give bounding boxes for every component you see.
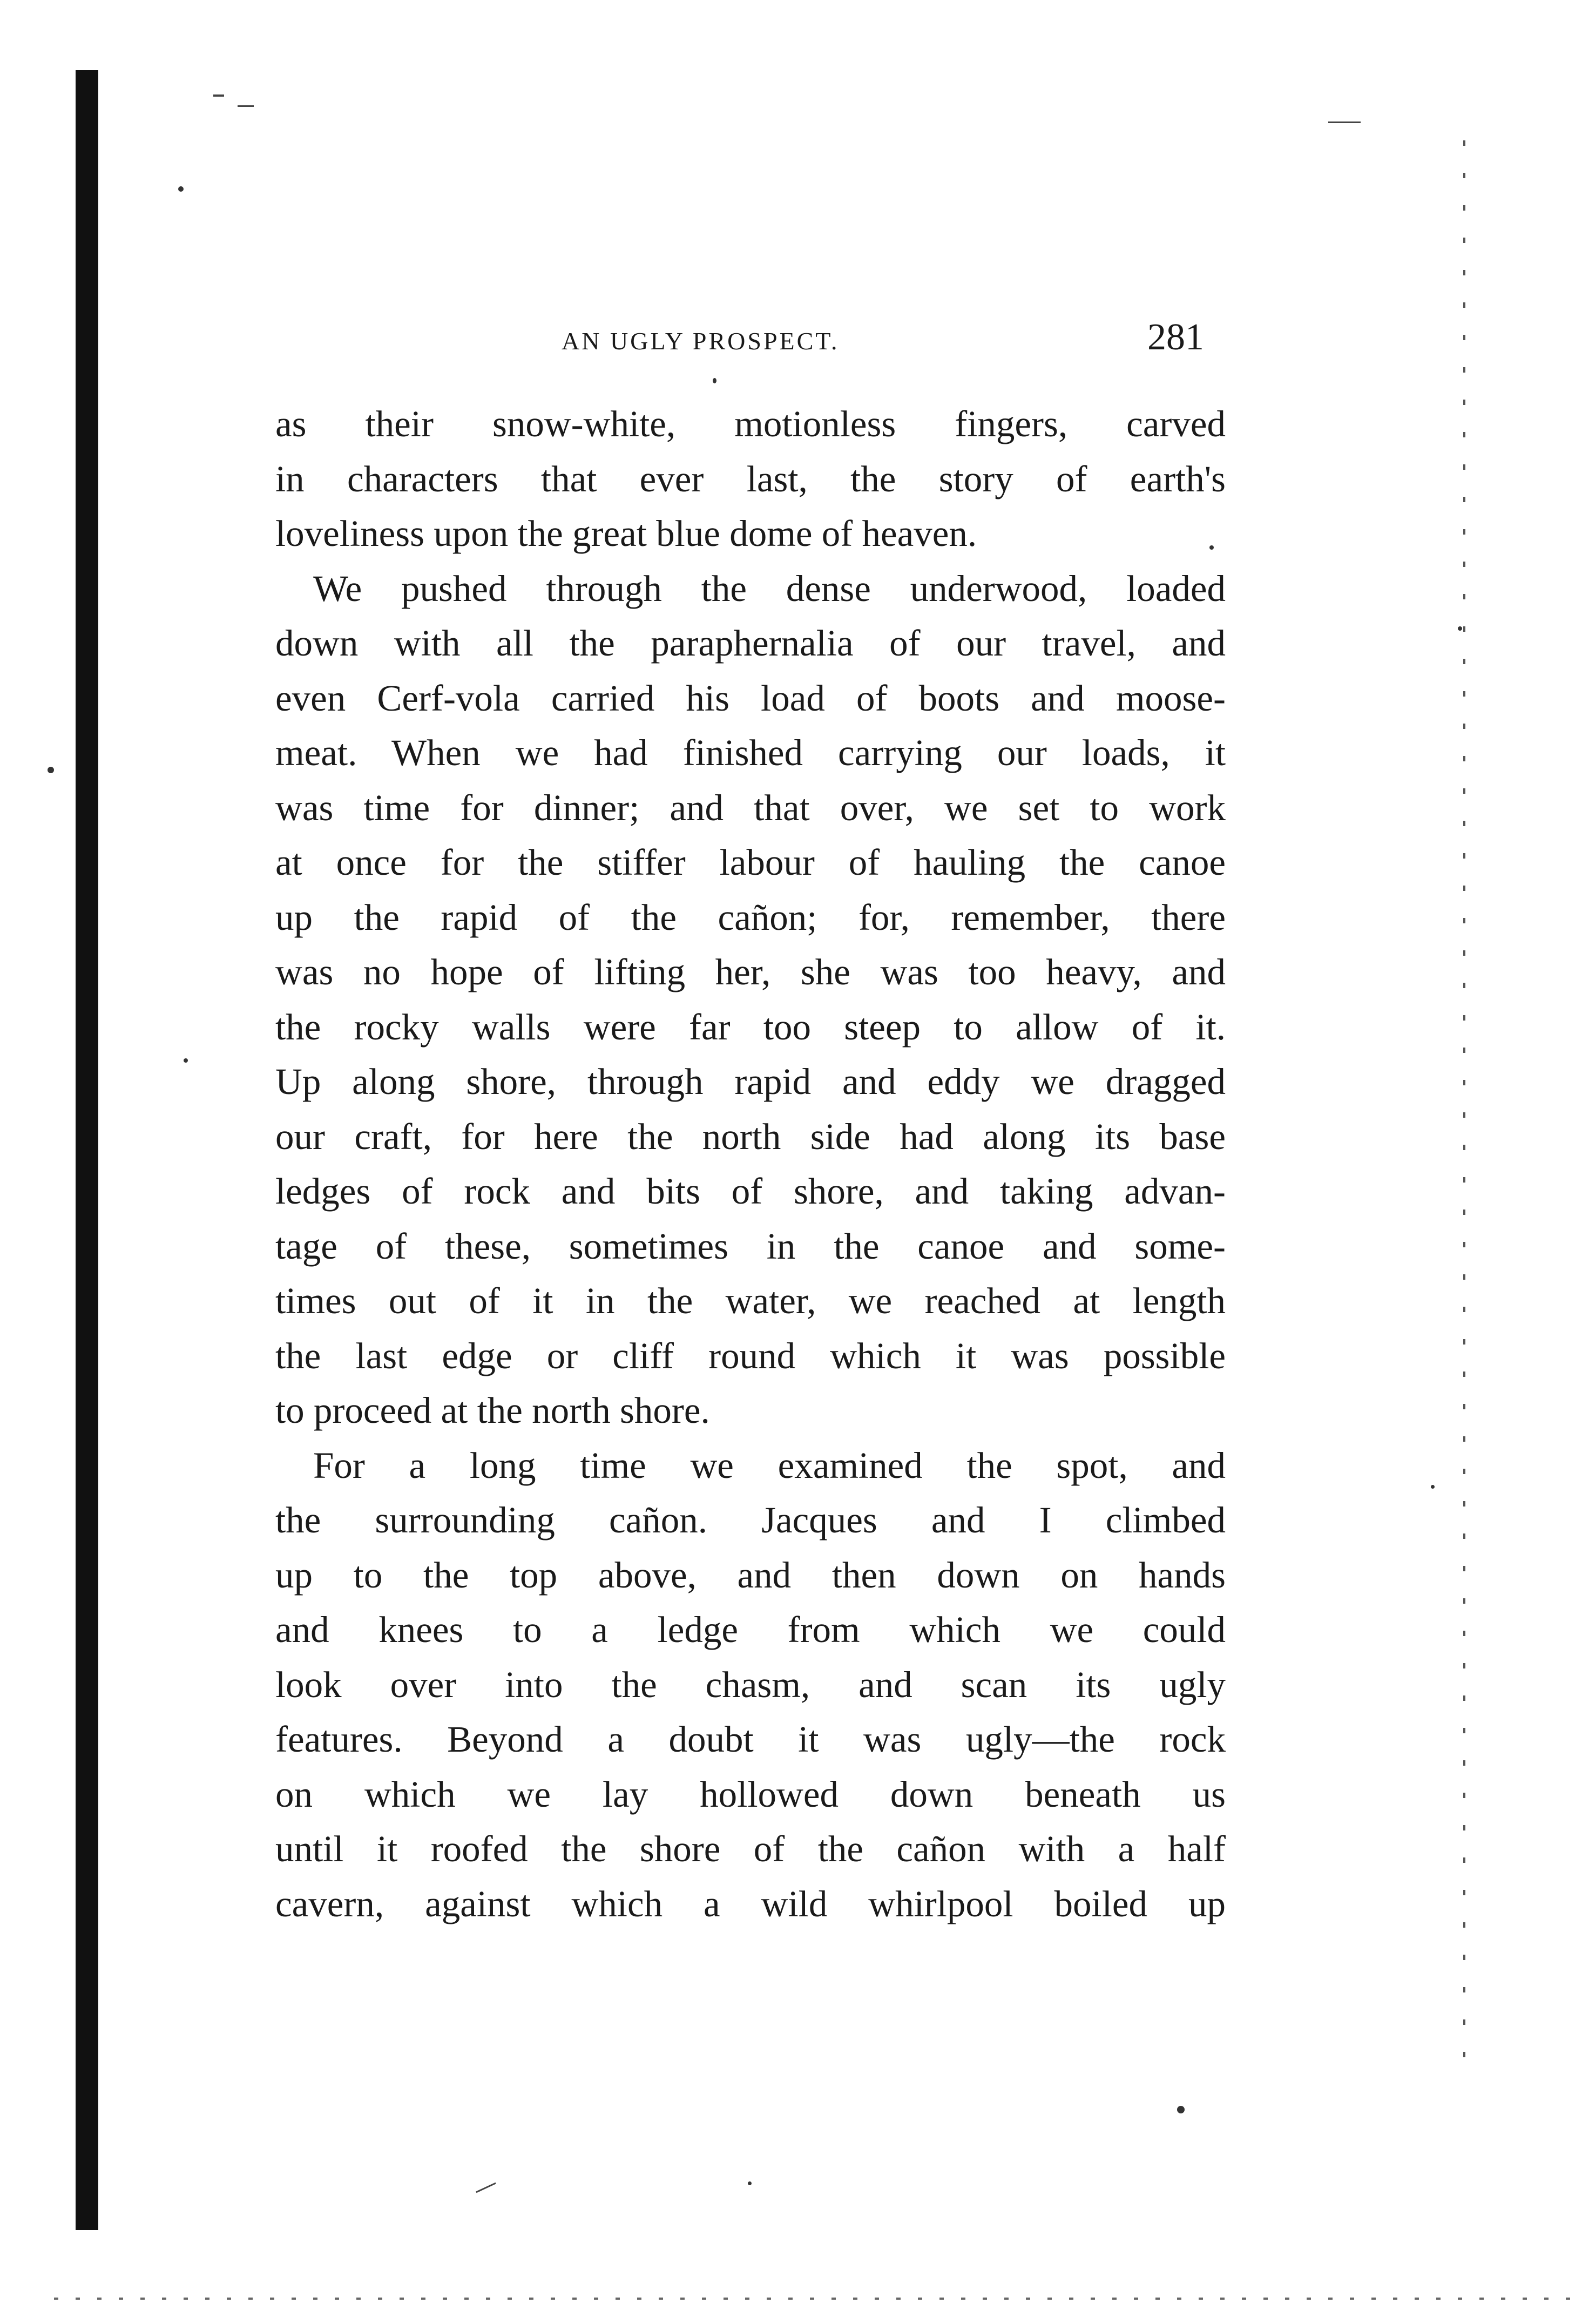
scan-mark: [54, 2298, 1577, 2300]
text-line: times out of it in the water, we reached at length: [275, 1280, 1226, 1321]
text-line: Up along shore, through rapid and eddy we dragged: [275, 1061, 1226, 1102]
text-line: was no hope of lifting her, she was too heavy, and: [275, 951, 1226, 992]
text-line: was time for dinner; and that over, we set to work: [275, 787, 1226, 828]
scan-speck: [178, 186, 184, 192]
scan-speck: [48, 767, 54, 773]
text-line: ledges of rock and bits of shore, and taking advan-: [275, 1171, 1226, 1212]
text-line: We pushed through the dense underwood, loaded: [313, 568, 1226, 609]
text-line: up the rapid of the cañon; for, remember, there: [275, 896, 1226, 938]
text-line: at once for the stiffer labour of hauling the canoe: [275, 842, 1226, 883]
text-line: look over into the chasm, and scan its ugly: [275, 1664, 1226, 1705]
text-line: as their snow-white, motionless fingers, carved: [275, 403, 1226, 444]
body-text: [275, 397, 1226, 1931]
text-line: meat. When we had finished carrying our loads, it: [275, 732, 1226, 773]
text-line: to proceed at the north shore.: [275, 1390, 710, 1431]
text-line: up to the top above, and then down on hands: [275, 1554, 1226, 1596]
scan-speck: [713, 378, 716, 383]
scan-speck: [1177, 2106, 1185, 2113]
text-line: in characters that ever last, the story of earth's: [275, 458, 1226, 499]
text-line: tage of these, sometimes in the canoe and some-: [275, 1225, 1226, 1267]
text-line: even Cerf-vola carried his load of boots and moose-: [275, 677, 1226, 719]
scan-speck: [184, 1058, 188, 1063]
text-line: loveliness upon the great blue dome of heaven.: [275, 513, 977, 554]
scan-speck: [748, 2181, 752, 2185]
scan-mark: [1328, 121, 1361, 123]
text-line: down with all the paraphernalia of our travel, and: [275, 623, 1226, 664]
scan-mark: [238, 105, 254, 107]
text-line: our craft, for here the north side had along its base: [275, 1116, 1226, 1157]
page-number: 281: [1147, 316, 1204, 358]
text-line: For a long time we examined the spot, and: [313, 1444, 1226, 1486]
text-line: the last edge or cliff round which it was possible: [275, 1335, 1226, 1376]
text-line: until it roofed the shore of the cañon with a half: [275, 1828, 1226, 1869]
scan-mark: [1463, 140, 1465, 2084]
scan-speck: [1431, 1485, 1435, 1489]
text-line: features. Beyond a doubt it was ugly—the rock: [275, 1719, 1226, 1760]
text-line: the rocky walls were far too steep to allow of it.: [275, 1006, 1226, 1048]
scan-edge-bar: [76, 70, 98, 2230]
scan-mark: [213, 94, 224, 97]
running-header: [275, 316, 1215, 364]
running-title: AN UGLY PROSPECT.: [562, 327, 840, 355]
scan-speck: [1458, 626, 1462, 631]
text-line: the surrounding cañon. Jacques and I climbed: [275, 1499, 1226, 1541]
text-line: and knees to a ledge from which we could: [275, 1609, 1226, 1650]
text-line: cavern, against which a wild whirlpool boiled up: [275, 1883, 1226, 1924]
scan-mark: [476, 2183, 496, 2193]
text-line: on which we lay hollowed down beneath us: [275, 1773, 1226, 1815]
